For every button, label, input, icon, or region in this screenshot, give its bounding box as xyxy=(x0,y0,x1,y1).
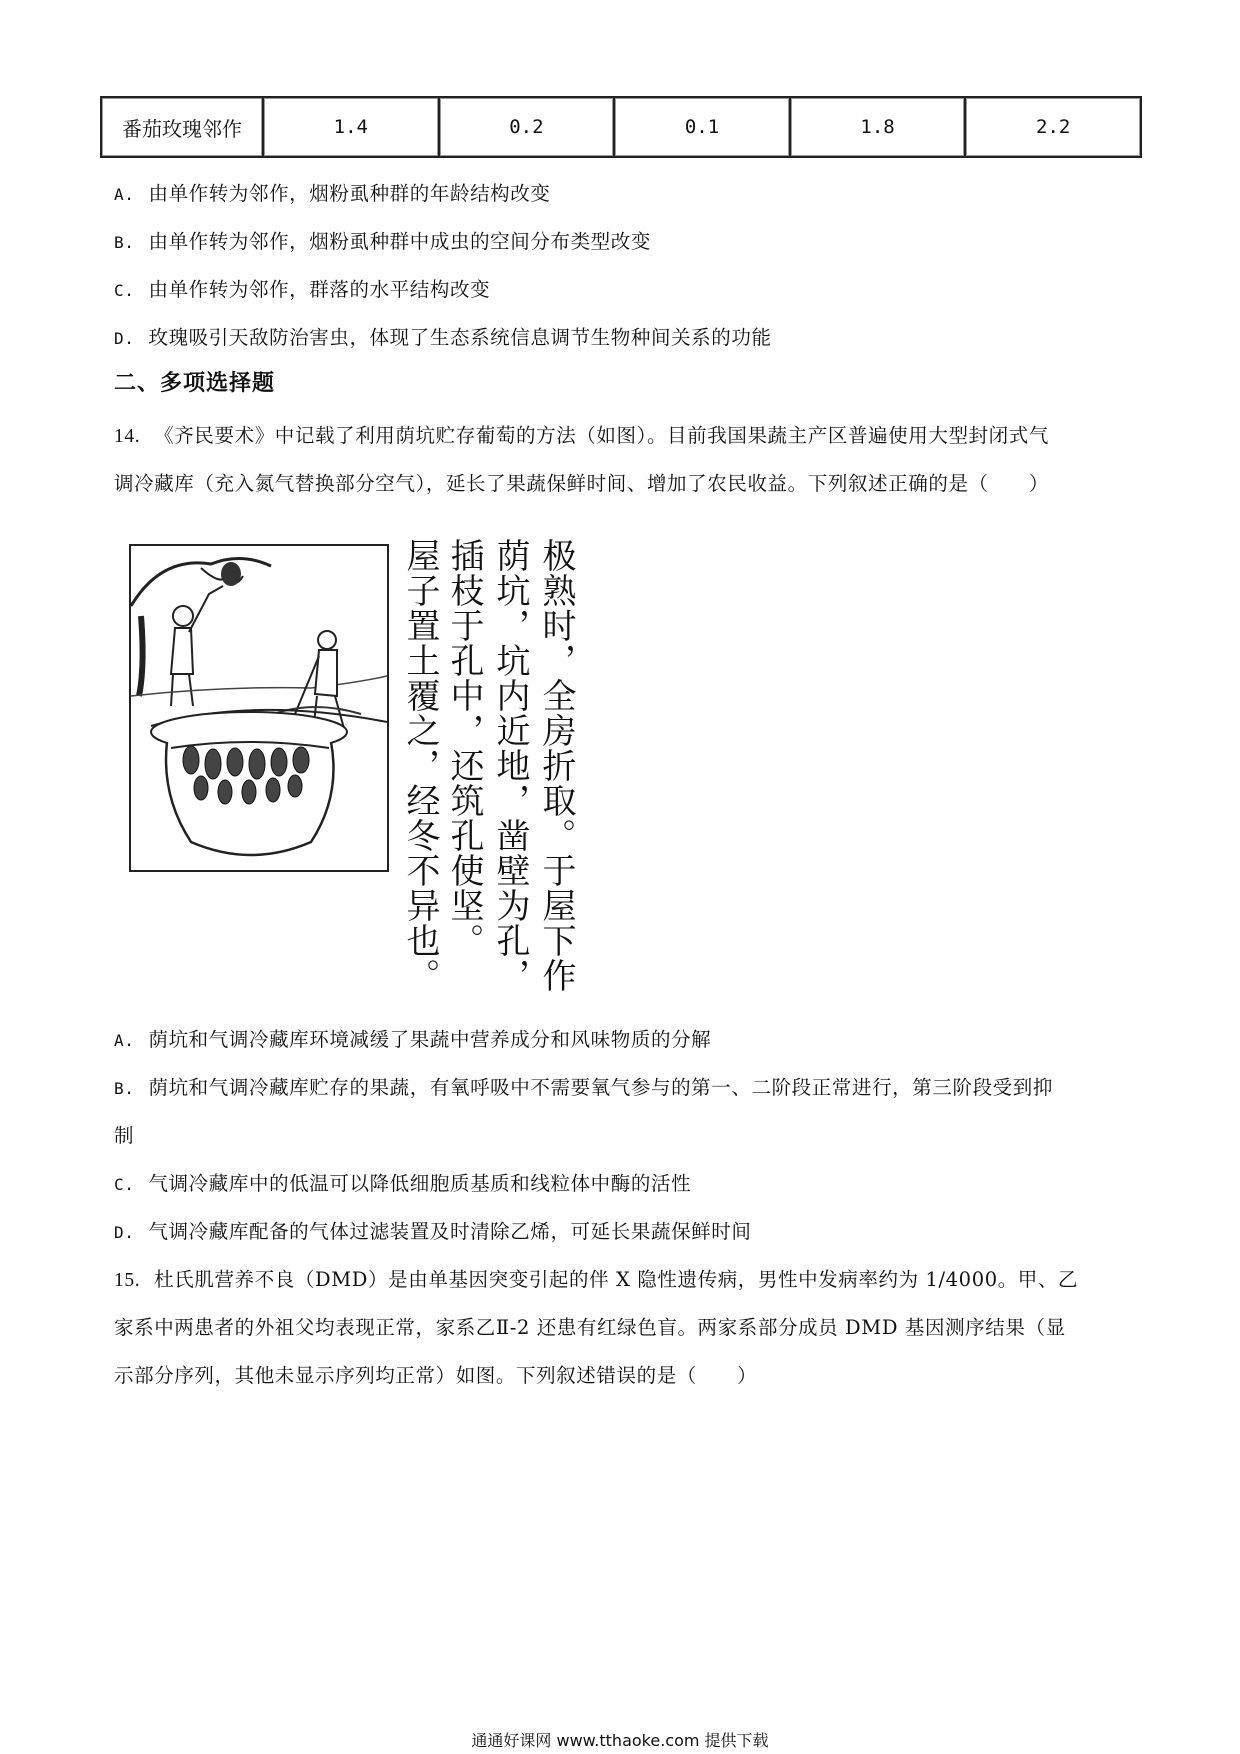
table-cell: 0.1 xyxy=(614,97,790,157)
section-heading: 二、多项选择题 xyxy=(114,370,276,396)
figure-text-column-4: 屋子置土覆之，经冬不异也。 xyxy=(400,538,440,993)
q14-stem-line1: 14. 《齐民要术》中记载了利用荫坑贮存葡萄的方法（如图）。目前我国果蔬主产区普遍使用大型封闭式气 xyxy=(114,424,1049,447)
q13-option-a: A. 由单作转为邻作，烟粉虱种群的年龄结构改变 xyxy=(114,182,551,205)
q14-option-b-continued: 制 xyxy=(114,1124,135,1147)
q13-option-d: D. 玫瑰吸引天敌防治害虫，体现了生态系统信息调节生物种间关系的功能 xyxy=(114,326,772,349)
q14-option-c: C. 气调冷藏库中的低温可以降低细胞质基质和线粒体中酶的活性 xyxy=(114,1172,692,1195)
q15-stem-line2: 家系中两患者的外祖父均表现正常，家系乙Ⅱ-2 还患有红绿色盲。两家系部分成员 DMD 基因测序结果（显 xyxy=(114,1316,1066,1339)
table-row-label: 番茄玫瑰邻作 xyxy=(101,97,263,157)
q14-stem-line2: 调冷藏库（充入氮气替换部分空气），延长了果蔬保鲜时间、增加了农民收益。下列叙述正确的是（ ） xyxy=(114,472,1049,495)
page-footer: 通通好课网 www.tthaoke.com 提供下载 xyxy=(471,1731,769,1750)
q14-option-a: A. 荫坑和气调冷藏库环境减缓了果蔬中营养成分和风味物质的分解 xyxy=(114,1028,712,1051)
figure-text-column-1: 极熟时，全房折取。于屋下作 xyxy=(536,538,576,993)
table-cell: 2.2 xyxy=(965,97,1141,157)
data-table xyxy=(100,96,1142,158)
q15-stem-line1: 15. 杜氏肌营养不良（DMD）是由单基因突变引起的伴 X 隐性遗传病，男性中发病率约为 1/4000。甲、乙 xyxy=(114,1268,1079,1291)
q14-option-d: D. 气调冷藏库配备的气体过滤装置及时清除乙烯，可延长果蔬保鲜时间 xyxy=(114,1220,752,1243)
table-cell: 0.2 xyxy=(439,97,615,157)
table-cell: 1.8 xyxy=(790,97,966,157)
q13-option-c: C. 由单作转为邻作，群落的水平结构改变 xyxy=(114,278,491,301)
figure-text-column-3: 插枝于孔中，还筑孔使坚。 xyxy=(444,538,484,958)
figure-text-column-2: 荫坑，坑内近地，凿壁为孔， xyxy=(490,538,530,993)
q15-stem-line3: 示部分序列，其他未显示序列均正常）如图。下列叙述错误的是（ ） xyxy=(114,1364,758,1387)
table-cell: 1.4 xyxy=(263,97,439,157)
q13-option-b: B. 由单作转为邻作，烟粉虱种群中成虫的空间分布类型改变 xyxy=(114,230,651,253)
table-row xyxy=(101,97,1141,157)
grape-pit-illustration xyxy=(129,544,389,872)
q14-option-b: B. 荫坑和气调冷藏库贮存的果蔬，有氧呼吸中不需要氧气参与的第一、二阶段正常进行，第三阶段受到抑 xyxy=(114,1076,1053,1099)
illustration-drawing xyxy=(131,546,387,870)
